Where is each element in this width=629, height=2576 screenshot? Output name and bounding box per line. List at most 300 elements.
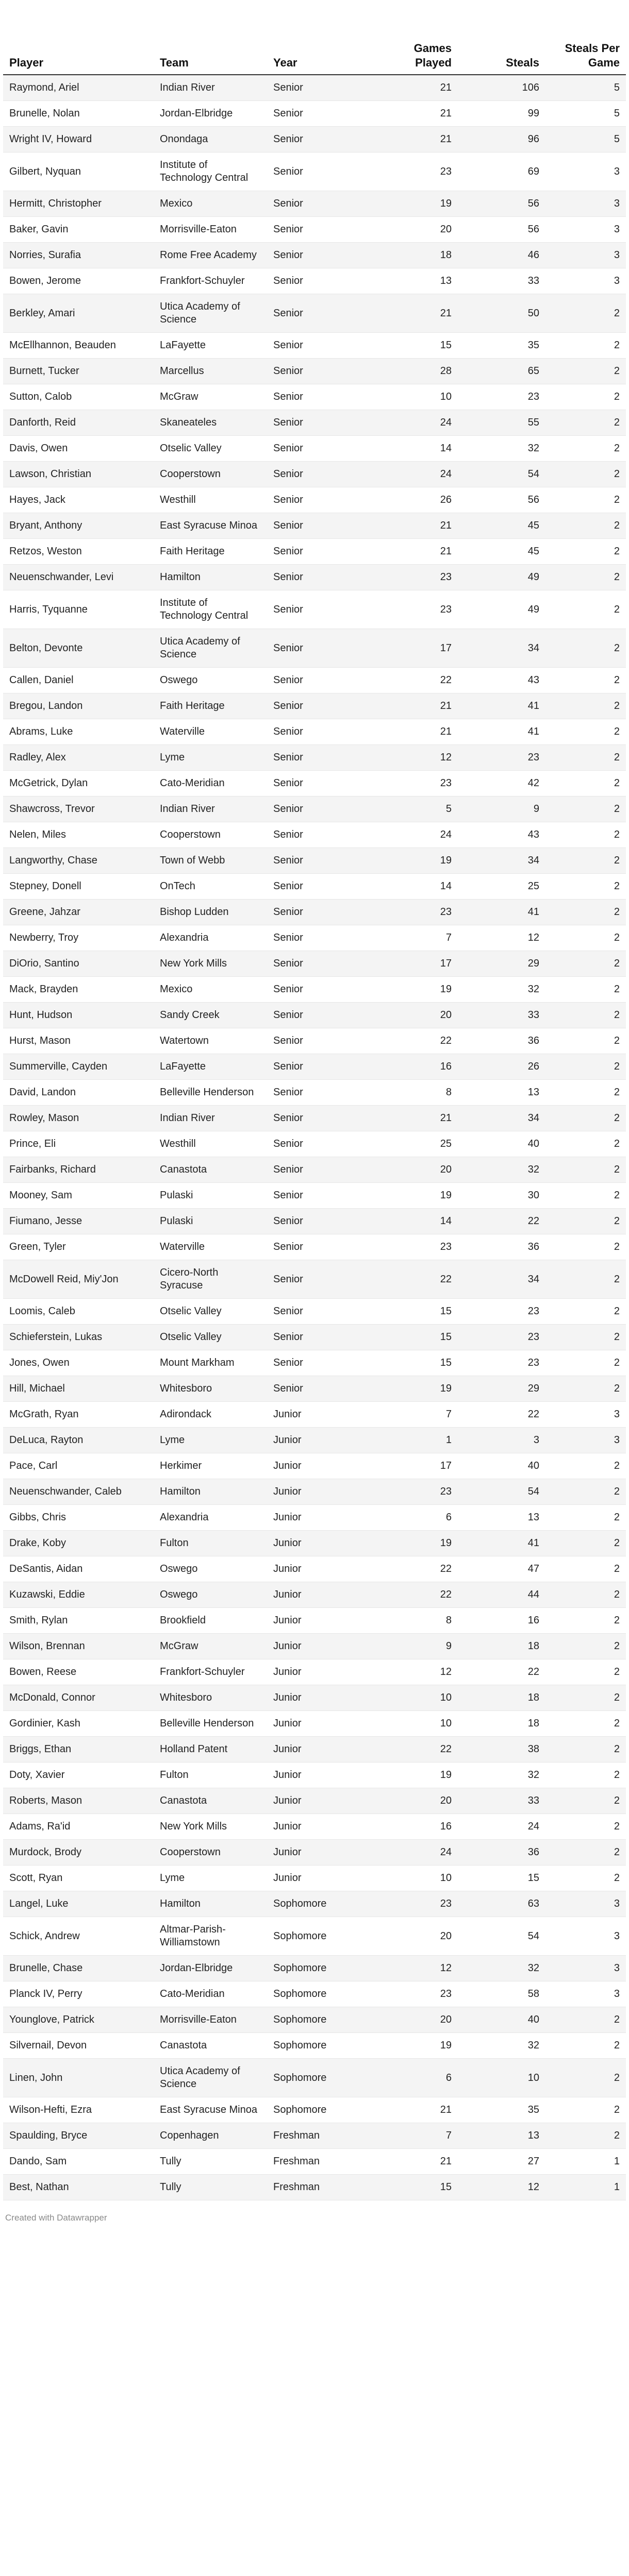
player-cell: Abrams, Luke [3,719,154,745]
year-cell: Senior [267,75,370,101]
games-played-cell: 21 [370,1106,458,1131]
steals-cell: 32 [458,1762,545,1788]
year-cell: Junior [267,1505,370,1531]
steals-per-game-cell: 2 [545,2097,626,2123]
table-row [3,2097,626,2123]
player-cell: Spaulding, Bryce [3,2123,154,2149]
team-cell: Canastota [154,1157,267,1183]
team-cell: LaFayette [154,333,267,359]
player-cell: Smith, Rylan [3,1608,154,1634]
steals-cell: 43 [458,668,545,693]
table-row [3,2033,626,2059]
year-cell: Senior [267,1106,370,1131]
steals-cell: 29 [458,1376,545,1402]
table-row [3,152,626,191]
table-row [3,1840,626,1866]
steals-per-game-cell: 2 [545,1106,626,1131]
steals-cell: 65 [458,359,545,384]
table-row [3,1402,626,1428]
player-cell: Pace, Carl [3,1453,154,1479]
games-played-cell: 1 [370,1428,458,1453]
team-cell: Rome Free Academy [154,243,267,268]
games-played-cell: 24 [370,822,458,848]
player-cell: Greene, Jahzar [3,900,154,925]
year-cell: Junior [267,1762,370,1788]
games-played-cell: 10 [370,1711,458,1737]
year-cell: Junior [267,1685,370,1711]
steals-cell: 50 [458,294,545,333]
column-header-steals[interactable]: Steals [458,41,545,75]
year-cell: Senior [267,243,370,268]
year-cell: Sophomore [267,2007,370,2033]
steals-per-game-cell: 2 [545,745,626,771]
table-row [3,796,626,822]
player-cell: Silvernail, Devon [3,2033,154,2059]
player-cell: Mooney, Sam [3,1183,154,1209]
steals-cell: 41 [458,1531,545,1556]
team-cell: Onondaga [154,127,267,152]
steals-per-game-cell: 2 [545,539,626,565]
games-played-cell: 5 [370,796,458,822]
steals-cell: 56 [458,191,545,217]
year-cell: Sophomore [267,1891,370,1917]
table-row [3,925,626,951]
player-cell: Wilson-Hefti, Ezra [3,2097,154,2123]
steals-cell: 47 [458,1556,545,1582]
table-row [3,629,626,668]
steals-per-game-cell: 3 [545,217,626,243]
team-cell: Indian River [154,1106,267,1131]
team-cell: Utica Academy of Science [154,2059,267,2097]
table-row [3,1479,626,1505]
player-cell: Neuenschwander, Levi [3,565,154,590]
year-cell: Senior [267,294,370,333]
year-cell: Sophomore [267,1956,370,1981]
team-cell: Hamilton [154,565,267,590]
table-row [3,75,626,101]
steals-per-game-cell: 2 [545,900,626,925]
player-cell: Roberts, Mason [3,1788,154,1814]
table-row [3,359,626,384]
steals-per-game-cell: 2 [545,1299,626,1325]
steals-cell: 16 [458,1608,545,1634]
games-played-cell: 19 [370,977,458,1003]
steals-per-game-cell: 2 [545,384,626,410]
table-row [3,1814,626,1840]
games-played-cell: 20 [370,1917,458,1956]
games-played-cell: 23 [370,1234,458,1260]
player-cell: Doty, Xavier [3,1762,154,1788]
steals-per-game-cell: 3 [545,1428,626,1453]
team-cell: Alexandria [154,1505,267,1531]
team-cell: New York Mills [154,951,267,977]
steals-cell: 34 [458,629,545,668]
table-row [3,1260,626,1299]
steals-per-game-cell: 2 [545,2059,626,2097]
year-cell: Senior [267,268,370,294]
year-cell: Senior [267,1080,370,1106]
steals-cell: 33 [458,1788,545,1814]
steals-per-game-cell: 2 [545,1234,626,1260]
year-cell: Junior [267,1531,370,1556]
team-cell: Mexico [154,191,267,217]
team-cell: Waterville [154,719,267,745]
steals-per-game-cell: 2 [545,1209,626,1234]
steals-cell: 25 [458,874,545,900]
team-cell: Bishop Ludden [154,900,267,925]
games-played-cell: 18 [370,243,458,268]
games-played-cell: 24 [370,410,458,436]
year-cell: Junior [267,1479,370,1505]
games-played-cell: 19 [370,191,458,217]
table-row [3,1685,626,1711]
player-cell: Dando, Sam [3,2149,154,2175]
steals-cell: 40 [458,1131,545,1157]
steals-cell: 49 [458,590,545,629]
steals-cell: 33 [458,1003,545,1028]
steals-cell: 36 [458,1234,545,1260]
steals-cell: 13 [458,2123,545,2149]
games-played-cell: 19 [370,1183,458,1209]
table-row [3,384,626,410]
year-cell: Junior [267,1634,370,1659]
steals-per-game-cell: 5 [545,75,626,101]
steals-cell: 32 [458,1956,545,1981]
games-played-cell: 24 [370,1840,458,1866]
games-played-cell: 21 [370,2149,458,2175]
year-cell: Senior [267,101,370,127]
steals-cell: 42 [458,771,545,796]
table-row [3,1350,626,1376]
player-cell: Hermitt, Christopher [3,191,154,217]
steals-cell: 32 [458,1157,545,1183]
steals-per-game-cell: 2 [545,333,626,359]
games-played-cell: 21 [370,294,458,333]
year-cell: Senior [267,333,370,359]
steals-per-game-cell: 2 [545,1376,626,1402]
steals-per-game-cell: 2 [545,719,626,745]
table-row [3,1209,626,1234]
year-cell: Junior [267,1556,370,1582]
team-cell: Cooperstown [154,1840,267,1866]
steals-cell: 34 [458,848,545,874]
games-played-cell: 28 [370,359,458,384]
steals-per-game-cell: 3 [545,1981,626,2007]
team-cell: Tully [154,2175,267,2200]
steals-per-game-cell: 2 [545,1131,626,1157]
steals-cell: 18 [458,1634,545,1659]
team-cell: Oswego [154,668,267,693]
team-cell: Utica Academy of Science [154,294,267,333]
team-cell: Cicero-North Syracuse [154,1260,267,1299]
steals-cell: 41 [458,719,545,745]
steals-cell: 32 [458,977,545,1003]
steals-cell: 32 [458,2033,545,2059]
player-cell: Stepney, Donell [3,874,154,900]
team-cell: Otselic Valley [154,436,267,462]
steals-per-game-cell: 1 [545,2149,626,2175]
team-cell: Herkimer [154,1453,267,1479]
table-row [3,1325,626,1350]
team-cell: Oswego [154,1582,267,1608]
steals-cell: 23 [458,1325,545,1350]
team-cell: Hamilton [154,1479,267,1505]
year-cell: Sophomore [267,1917,370,1956]
steals-per-game-cell: 2 [545,1608,626,1634]
team-cell: Mount Markham [154,1350,267,1376]
player-cell: Best, Nathan [3,2175,154,2200]
year-cell: Sophomore [267,2097,370,2123]
steals-per-game-cell: 2 [545,436,626,462]
steals-cell: 23 [458,745,545,771]
table-row [3,1608,626,1634]
table-row [3,590,626,629]
games-played-cell: 20 [370,217,458,243]
games-played-cell: 6 [370,1505,458,1531]
steals-per-game-cell: 2 [545,1840,626,1866]
year-cell: Junior [267,1428,370,1453]
steals-cell: 18 [458,1711,545,1737]
year-cell: Senior [267,693,370,719]
games-played-cell: 24 [370,462,458,487]
steals-per-game-cell: 2 [545,1080,626,1106]
year-cell: Senior [267,1183,370,1209]
team-cell: Tully [154,2149,267,2175]
player-cell: Retzos, Weston [3,539,154,565]
steals-cell: 45 [458,513,545,539]
games-played-cell: 6 [370,2059,458,2097]
steals-cell: 29 [458,951,545,977]
steals-cell: 96 [458,127,545,152]
player-cell: Gibbs, Chris [3,1505,154,1531]
steals-per-game-cell: 2 [545,410,626,436]
year-cell: Junior [267,1788,370,1814]
table-row [3,565,626,590]
table-row [3,436,626,462]
steals-per-game-cell: 3 [545,1891,626,1917]
year-cell: Senior [267,384,370,410]
year-cell: Senior [267,1376,370,1402]
player-cell: Briggs, Ethan [3,1737,154,1762]
games-played-cell: 19 [370,1531,458,1556]
steals-per-game-cell: 3 [545,1402,626,1428]
games-played-cell: 21 [370,2097,458,2123]
table-row [3,1157,626,1183]
year-cell: Senior [267,191,370,217]
team-cell: Utica Academy of Science [154,629,267,668]
steals-cell: 13 [458,1505,545,1531]
team-cell: Jordan-Elbridge [154,1956,267,1981]
games-played-cell: 22 [370,1582,458,1608]
year-cell: Senior [267,1260,370,1299]
year-cell: Senior [267,629,370,668]
team-cell: Sandy Creek [154,1003,267,1028]
steals-cell: 9 [458,796,545,822]
table-row [3,243,626,268]
games-played-cell: 21 [370,719,458,745]
games-played-cell: 23 [370,565,458,590]
games-played-cell: 10 [370,1685,458,1711]
table-row [3,539,626,565]
player-cell: Hurst, Mason [3,1028,154,1054]
column-header-year[interactable]: Year [267,41,370,75]
player-cell: Radley, Alex [3,745,154,771]
year-cell: Junior [267,1711,370,1737]
steals-cell: 10 [458,2059,545,2097]
team-cell: Waterville [154,1234,267,1260]
table-row [3,462,626,487]
year-cell: Freshman [267,2175,370,2200]
year-cell: Freshman [267,2123,370,2149]
table-row [3,1917,626,1956]
footer-credit[interactable]: Created with Datawrapper [5,2213,107,2223]
steals-per-game-cell: 2 [545,1711,626,1737]
steals-per-game-cell: 2 [545,359,626,384]
table-row [3,217,626,243]
steals-per-game-cell: 3 [545,1917,626,1956]
table-row [3,668,626,693]
games-played-cell: 20 [370,1003,458,1028]
table-row [3,487,626,513]
steals-cell: 33 [458,268,545,294]
table-row [3,1453,626,1479]
player-cell: Nelen, Miles [3,822,154,848]
team-cell: Cooperstown [154,822,267,848]
year-cell: Senior [267,217,370,243]
steals-cell: 58 [458,1981,545,2007]
year-cell: Senior [267,1350,370,1376]
player-cell: Norries, Surafia [3,243,154,268]
column-header-player[interactable]: Player [3,41,154,75]
table-row [3,1659,626,1685]
team-cell: Lyme [154,1866,267,1891]
steals-cell: 18 [458,1685,545,1711]
team-cell: Jordan-Elbridge [154,101,267,127]
year-cell: Senior [267,1054,370,1080]
player-cell: Shawcross, Trevor [3,796,154,822]
steals-per-game-cell: 3 [545,1956,626,1981]
year-cell: Senior [267,410,370,436]
steals-per-game-cell: 2 [545,1479,626,1505]
team-cell: New York Mills [154,1814,267,1840]
table-row [3,1106,626,1131]
player-cell: Bowen, Jerome [3,268,154,294]
year-cell: Junior [267,1814,370,1840]
games-played-cell: 22 [370,1737,458,1762]
steals-cell: 56 [458,217,545,243]
player-cell: David, Landon [3,1080,154,1106]
games-played-cell: 19 [370,1376,458,1402]
team-cell: Morrisville-Eaton [154,217,267,243]
team-cell: Watertown [154,1028,267,1054]
steals-cell: 41 [458,900,545,925]
steals-cell: 27 [458,2149,545,2175]
steals-per-game-cell: 2 [545,925,626,951]
table-row [3,693,626,719]
steals-per-game-cell: 2 [545,1866,626,1891]
steals-per-game-cell: 3 [545,152,626,191]
table-row [3,745,626,771]
steals-cell: 15 [458,1866,545,1891]
steals-cell: 23 [458,384,545,410]
steals-cell: 54 [458,1917,545,1956]
year-cell: Senior [267,359,370,384]
games-played-cell: 23 [370,771,458,796]
steals-per-game-cell: 3 [545,268,626,294]
table-row [3,771,626,796]
table-row [3,1131,626,1157]
games-played-cell: 15 [370,1325,458,1350]
steals-per-game-cell: 2 [545,1453,626,1479]
team-cell: Cato-Meridian [154,771,267,796]
team-cell: Frankfort-Schuyler [154,1659,267,1685]
player-cell: Planck IV, Perry [3,1981,154,2007]
steals-cell: 40 [458,2007,545,2033]
steals-per-game-cell: 5 [545,101,626,127]
year-cell: Senior [267,513,370,539]
table-row [3,2149,626,2175]
team-cell: Holland Patent [154,1737,267,1762]
steals-cell: 35 [458,333,545,359]
table-row [3,1866,626,1891]
player-cell: McGrath, Ryan [3,1402,154,1428]
player-cell: Bowen, Reese [3,1659,154,1685]
team-cell: McGraw [154,1634,267,1659]
games-played-cell: 22 [370,1260,458,1299]
column-header-games-played[interactable]: Games Played [370,41,458,75]
team-cell: East Syracuse Minoa [154,513,267,539]
team-cell: Brookfield [154,1608,267,1634]
steals-per-game-cell: 1 [545,2175,626,2200]
player-cell: Prince, Eli [3,1131,154,1157]
player-cell: McEllhannon, Beauden [3,333,154,359]
player-cell: Langel, Luke [3,1891,154,1917]
table-row [3,1183,626,1209]
team-cell: Belleville Henderson [154,1711,267,1737]
steals-cell: 63 [458,1891,545,1917]
steals-cell: 32 [458,436,545,462]
player-cell: Hill, Michael [3,1376,154,1402]
table-row [3,1531,626,1556]
steals-per-game-cell: 2 [545,1737,626,1762]
steals-cell: 12 [458,2175,545,2200]
year-cell: Junior [267,1582,370,1608]
team-cell: Altmar-Parish-Williamstown [154,1917,267,1956]
column-header-team[interactable]: Team [154,41,267,75]
games-played-cell: 23 [370,1891,458,1917]
table-row [3,410,626,436]
year-cell: Freshman [267,2149,370,2175]
team-cell: Otselic Valley [154,1299,267,1325]
steals-cell: 12 [458,925,545,951]
steals-per-game-cell: 2 [545,1350,626,1376]
games-played-cell: 12 [370,745,458,771]
year-cell: Senior [267,590,370,629]
games-played-cell: 8 [370,1608,458,1634]
table-row [3,2123,626,2149]
steals-per-game-cell: 2 [545,1260,626,1299]
games-played-cell: 7 [370,2123,458,2149]
team-cell: Town of Webb [154,848,267,874]
steals-per-game-cell: 2 [545,848,626,874]
player-cell: DeSantis, Aidan [3,1556,154,1582]
team-cell: Marcellus [154,359,267,384]
games-played-cell: 15 [370,1350,458,1376]
table-row [3,1737,626,1762]
column-header-steals-per-game[interactable]: Steals Per Game [545,41,626,75]
player-cell: Hunt, Hudson [3,1003,154,1028]
player-cell: Brunelle, Chase [3,1956,154,1981]
